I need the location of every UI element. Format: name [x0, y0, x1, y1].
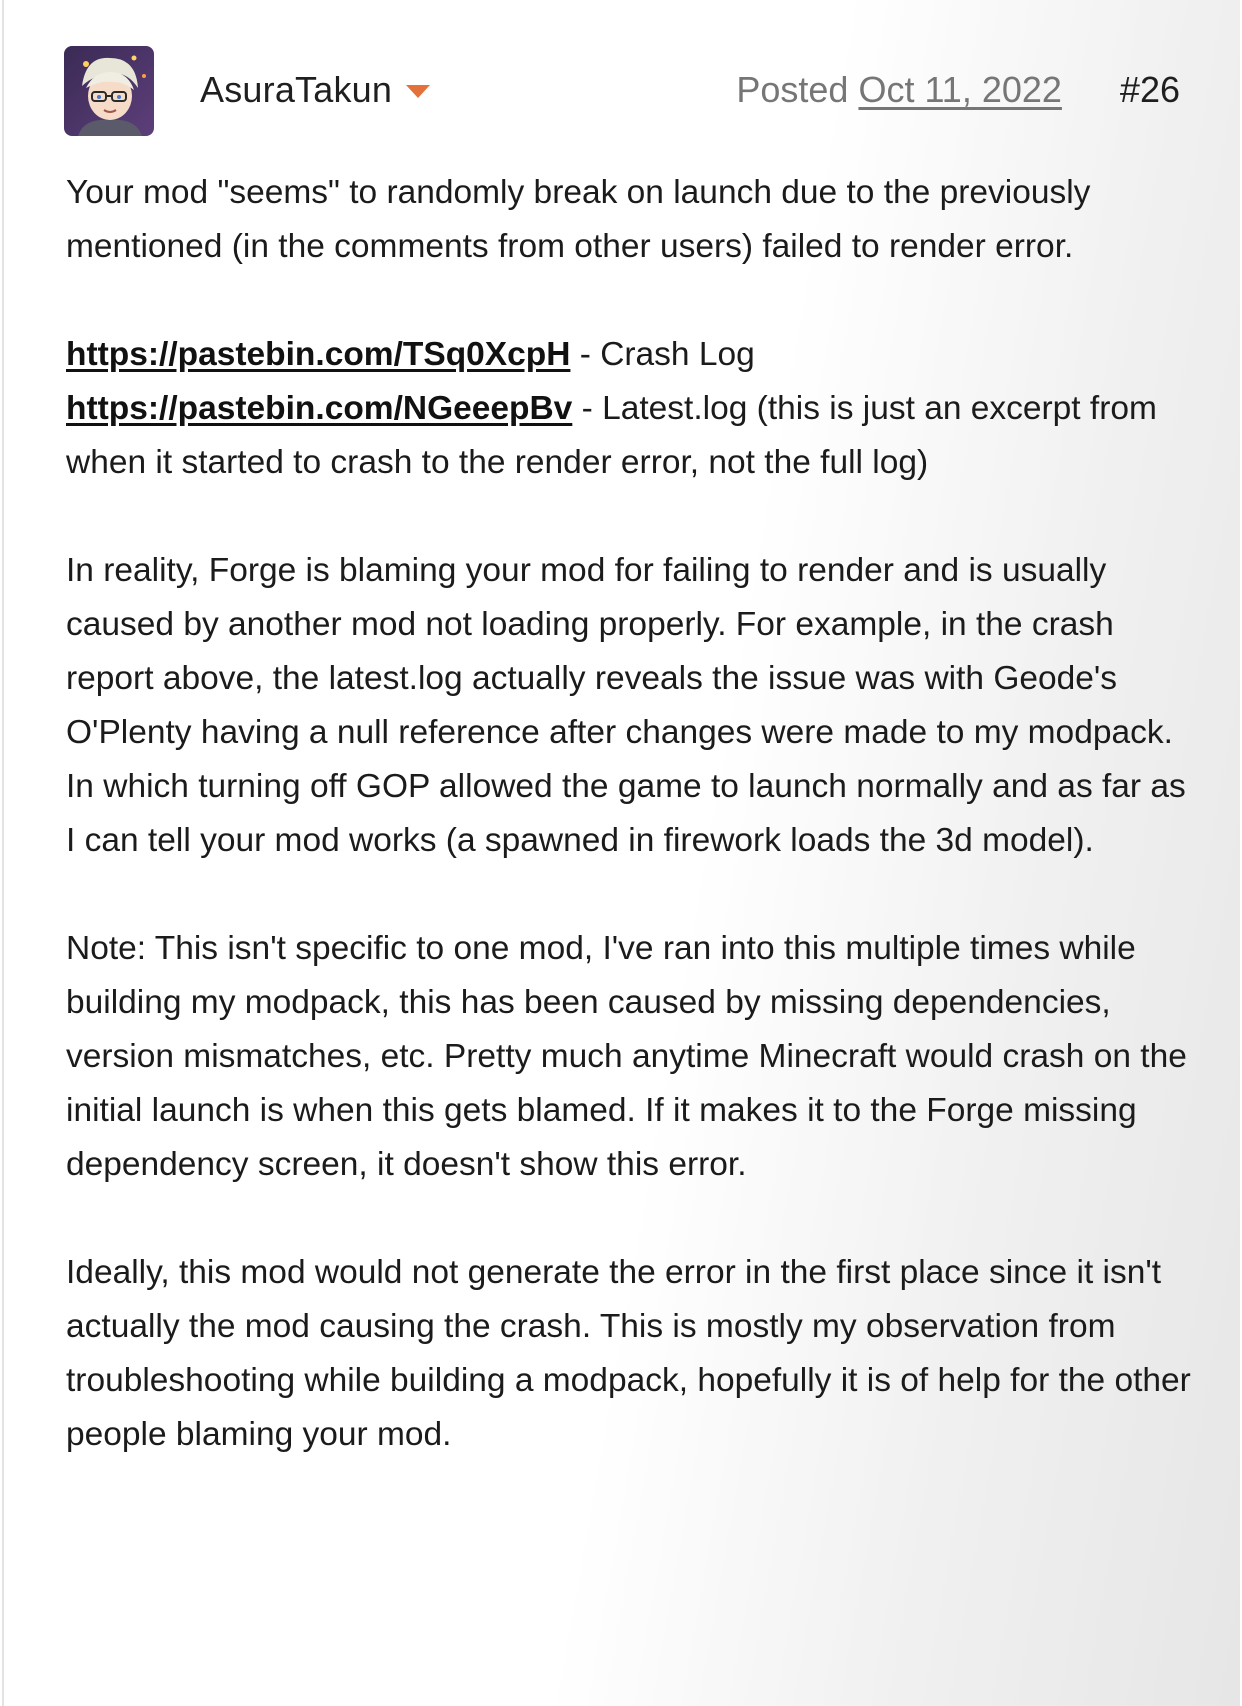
forum-post [2, 0, 1240, 1706]
latest-log-link[interactable]: https://pastebin.com/NGeeepBv [66, 390, 573, 427]
body-paragraph-links [66, 328, 1196, 490]
body-paragraph: In reality, Forge is blaming your mod for failing to render and is usually caused by another mod not loading properly. For example, in the crash report above, the latest.log actually reveals the issue was with Geode's O'Plenty having a null reference after changes were made to my modpack. In which turning off GOP allowed the game to launch normally and as far as I can tell your mod works (a spawned in firework loads the 3d model). [66, 552, 1186, 859]
body-paragraph: Note: This isn't specific to one mod, I've ran into this multiple times while building my modpack, this has been caused by missing dependencies, version mismatches, etc. Pretty much anytime Minecraft would crash on the initial launch is when this gets blamed. If it makes it to the Forge missing dependency screen, it doesn't show this error. [66, 930, 1187, 1183]
post-body [66, 166, 1196, 1462]
body-paragraph: Your mod "seems" to randomly break on launch due to the previously mentioned (in the comments from other users) failed to render error. [66, 174, 1091, 265]
post-date-link[interactable]: Oct 11, 2022 [858, 69, 1062, 110]
chevron-down-icon[interactable] [406, 85, 430, 98]
crash-log-link[interactable]: https://pastebin.com/TSq0XcpH [66, 336, 571, 373]
post-header [64, 46, 1180, 136]
author-name[interactable]: AsuraTakun [200, 69, 393, 110]
posted-label: Posted [736, 69, 849, 110]
post-number-link[interactable]: #26 [1119, 69, 1180, 110]
body-paragraph: Ideally, this mod would not generate the error in the first place since it isn't actually the mod causing the crash. This is mostly my observation from troubleshooting while building a modpack, hopefully it is of help for the other people blaming your mod. [66, 1254, 1191, 1453]
author-block [200, 68, 430, 112]
avatar-image [64, 46, 154, 136]
latest-log-desc: - Latest.log (this is just an excerpt from when it started to crash to the render error, not the full log) [66, 390, 1157, 481]
post-meta [736, 68, 1180, 112]
crash-log-desc: - Crash Log [570, 336, 755, 373]
avatar[interactable] [64, 46, 154, 136]
